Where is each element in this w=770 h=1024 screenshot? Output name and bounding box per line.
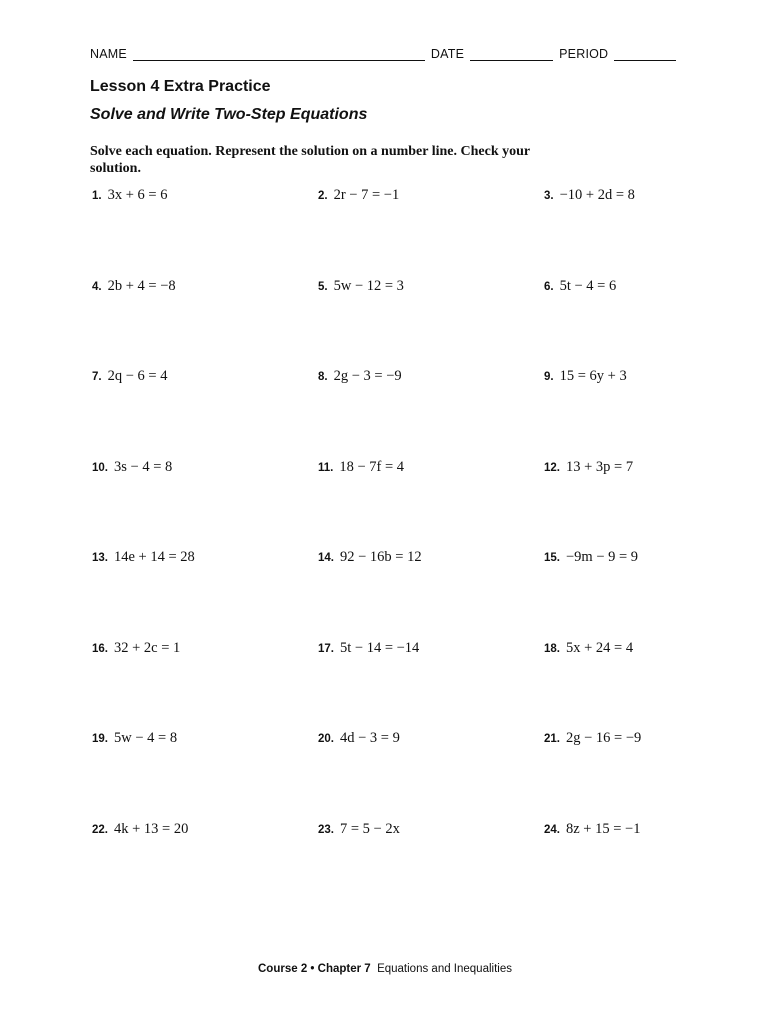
problem-number: 22.: [92, 823, 108, 836]
problem-number: 10.: [92, 461, 108, 474]
period-blank-line[interactable]: [614, 46, 676, 61]
problem-equation: 4d − 3 = 9: [340, 730, 400, 746]
problem-equation: 8z + 15 = −1: [566, 820, 641, 837]
problem-item: [544, 821, 692, 912]
problem-number: 9.: [544, 371, 554, 383]
problem-grid: [92, 187, 692, 911]
problem-equation: 2g − 16 = −9: [566, 730, 642, 746]
instructions-text: Solve each equation. Represent the solution on a number line. Check your solution.: [90, 144, 530, 176]
problem-item: [318, 640, 544, 731]
lesson-title: Lesson 4 Extra Practice: [90, 78, 271, 95]
footer-chapter: Chapter 7: [317, 963, 371, 975]
problem-number: 23.: [318, 823, 334, 836]
problem-equation: 7 = 5 − 2x: [340, 820, 400, 837]
problem-item: [544, 730, 692, 821]
problem-number: 19.: [92, 733, 108, 745]
problem-item: [544, 368, 692, 459]
problem-number: 13.: [92, 552, 108, 564]
problem-equation: 92 − 16b = 12: [340, 549, 422, 565]
problem-equation: 3s − 4 = 8: [114, 458, 173, 475]
problem-number: 5.: [318, 280, 328, 293]
problem-item: [318, 459, 544, 550]
problem-item: [318, 549, 544, 640]
problem-number: 20.: [318, 733, 334, 745]
problem-number: 4.: [92, 280, 102, 293]
problem-equation: 5x + 24 = 4: [566, 639, 634, 656]
footer-course: Course 2: [258, 963, 308, 975]
footer-topic: Equations and Inequalities: [377, 963, 512, 975]
problem-item: [92, 821, 318, 912]
lesson-subtitle: Solve and Write Two-Step Equations: [90, 106, 368, 123]
date-label: DATE: [430, 47, 465, 61]
problem-number: 16.: [92, 642, 108, 655]
problem-item: [318, 730, 544, 821]
problem-equation: 18 − 7f = 4: [339, 458, 405, 475]
problem-item: [92, 549, 318, 640]
problem-number: 14.: [318, 552, 334, 564]
problem-equation: 5w − 12 = 3: [333, 277, 404, 294]
problem-equation: 13 + 3p = 7: [566, 458, 634, 475]
problem-equation: 5w − 4 = 8: [114, 730, 178, 746]
problem-item: [318, 368, 544, 459]
problem-item: [92, 459, 318, 550]
problem-item: [318, 821, 544, 912]
problem-number: 18.: [544, 642, 560, 655]
student-info-header: [90, 46, 676, 61]
problem-number: 17.: [318, 642, 334, 655]
problem-item: [544, 187, 692, 278]
problem-item: [318, 278, 544, 369]
problem-equation: 2q − 6 = 4: [107, 368, 168, 384]
problem-number: 12.: [544, 461, 560, 474]
problem-equation: 2r − 7 = −1: [333, 187, 400, 203]
problem-equation: −10 + 2d = 8: [559, 187, 635, 203]
problem-number: 21.: [544, 733, 560, 745]
problem-item: [92, 368, 318, 459]
problem-number: 6.: [544, 280, 554, 293]
problem-equation: −9m − 9 = 9: [566, 549, 639, 565]
problem-number: 11.: [318, 461, 334, 474]
problem-equation: 2b + 4 = −8: [107, 277, 176, 294]
problem-item: [544, 278, 692, 369]
problem-number: 8.: [318, 371, 328, 383]
problem-item: [318, 187, 544, 278]
problem-item: [544, 549, 692, 640]
name-blank-line[interactable]: [133, 46, 425, 61]
problem-item: [92, 187, 318, 278]
problem-number: 2.: [318, 190, 328, 202]
problem-equation: 32 + 2c = 1: [114, 639, 181, 656]
problem-item: [544, 459, 692, 550]
problem-equation: 14e + 14 = 28: [114, 549, 195, 565]
problem-equation: 2g − 3 = −9: [333, 368, 402, 384]
period-label: PERIOD: [559, 47, 609, 61]
footer-separator: •: [307, 963, 318, 975]
problem-equation: 5t − 14 = −14: [340, 639, 420, 656]
problem-number: 3.: [544, 190, 554, 202]
problem-number: 15.: [544, 552, 560, 564]
problem-item: [92, 730, 318, 821]
problem-number: 7.: [92, 371, 102, 383]
problem-item: [92, 278, 318, 369]
problem-item: [92, 640, 318, 731]
problem-equation: 4k + 13 = 20: [114, 820, 189, 837]
problem-number: 24.: [544, 823, 560, 836]
date-blank-line[interactable]: [470, 46, 553, 61]
problem-equation: 5t − 4 = 6: [559, 277, 617, 294]
page-footer: [0, 963, 770, 975]
name-label: NAME: [90, 47, 127, 61]
problem-item: [544, 640, 692, 731]
problem-equation: 15 = 6y + 3: [559, 368, 627, 384]
problem-number: 1.: [92, 190, 102, 202]
problem-equation: 3x + 6 = 6: [107, 187, 168, 203]
